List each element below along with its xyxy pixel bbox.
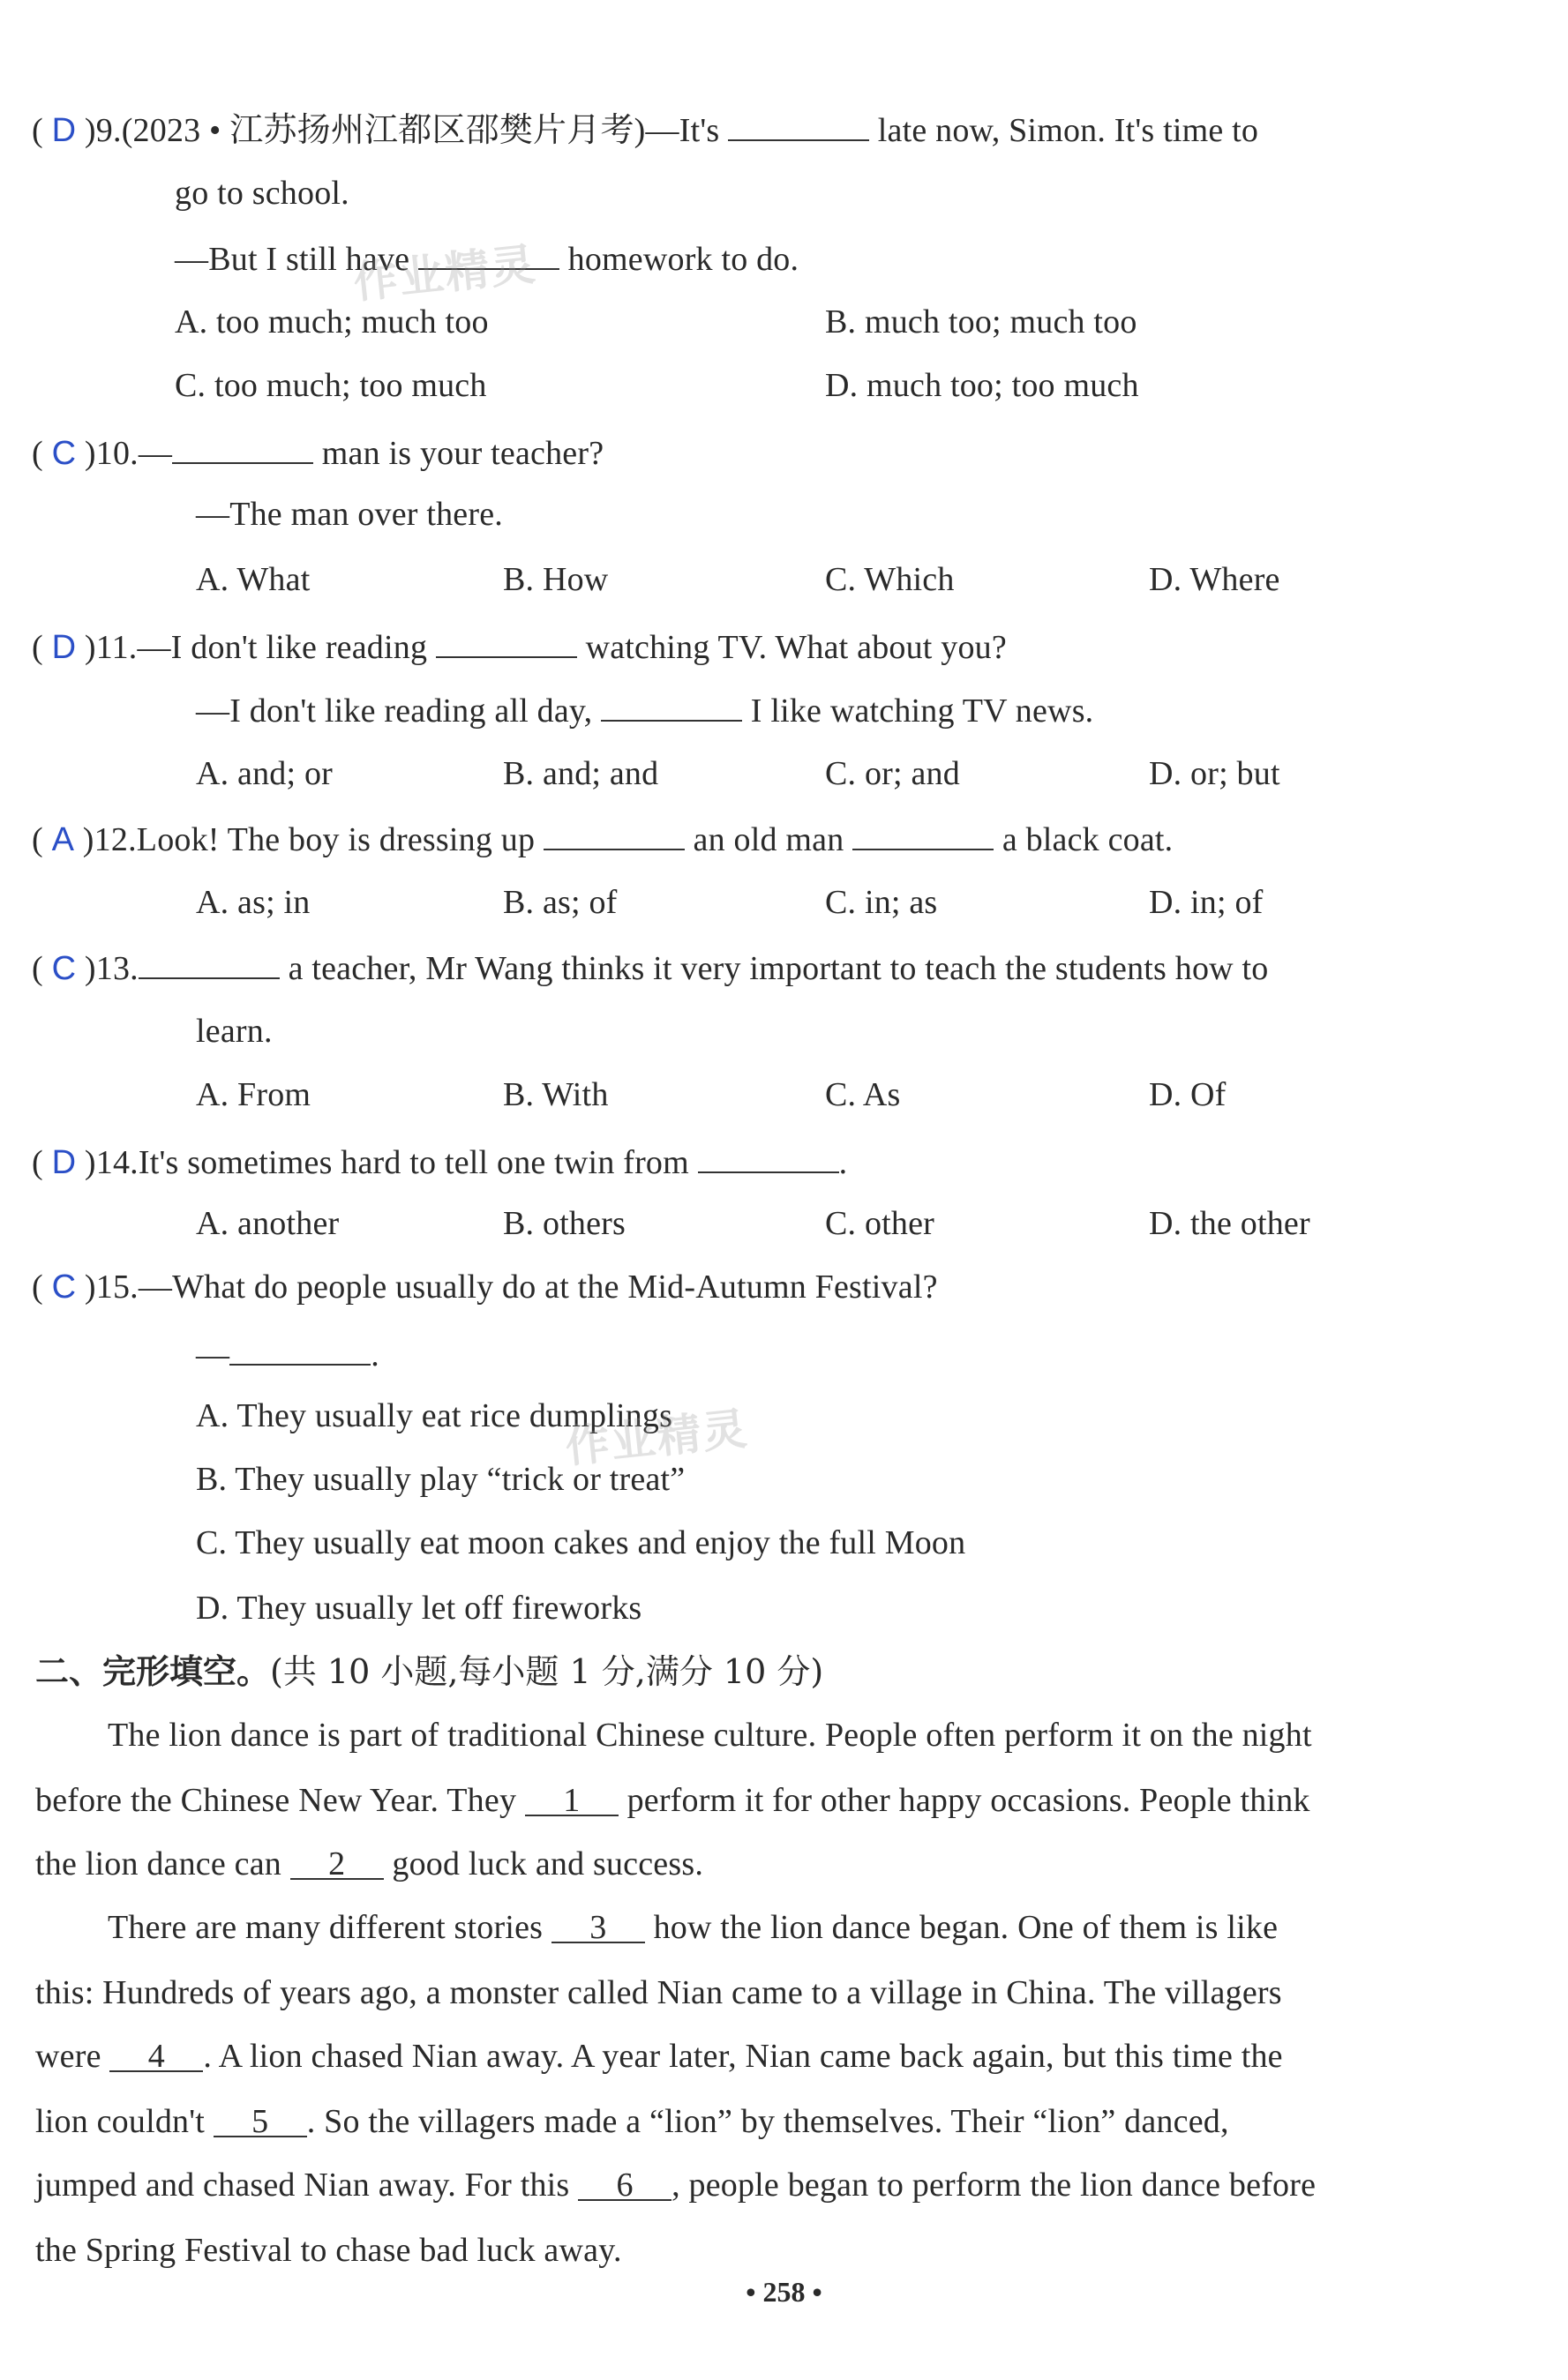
q15-reply-a: — — [196, 1336, 230, 1373]
cloze-blank-6[interactable]: 6 — [578, 2167, 671, 2201]
q11-answer: D — [51, 629, 77, 666]
passage-p2-line1b: how the lion dance began. One of them is like — [653, 1909, 1279, 1946]
q10-option-c: C. Which — [825, 561, 955, 598]
q13-answer: C — [51, 950, 77, 987]
q10-option-b: B. How — [503, 561, 609, 598]
q13-blank — [139, 946, 280, 979]
q14-number: 14. — [95, 1144, 139, 1181]
q15-reply-end: . — [371, 1336, 379, 1373]
watermark-logo-2: 作业精灵 — [562, 1403, 751, 1473]
passage-p1-line2a: before the Chinese New Year. They — [35, 1782, 517, 1819]
q9-option-b: B. much too; much too — [825, 303, 1137, 341]
q13-option-c: C. As — [825, 1076, 901, 1113]
q15-answer: C — [51, 1269, 77, 1306]
q10-answer: C — [51, 435, 77, 472]
passage-p1-line1: The lion dance is part of traditional Chinese culture. People often perform it on the night — [108, 1717, 1312, 1754]
q12-blank-1 — [544, 817, 685, 850]
q13-option-d: D. Of — [1149, 1076, 1227, 1113]
q9-blank-1 — [728, 108, 869, 141]
q13-stem-cont: learn. — [196, 1013, 273, 1050]
q15-stem-line: ( C )15.—What do people usually do at the Mid-Autumn Festival? — [32, 1269, 938, 1306]
q11-reply-b: I like watching TV news. — [750, 692, 1094, 730]
q9-option-a: A. too much; much too — [175, 303, 489, 341]
q12-option-c: C. in; as — [825, 884, 938, 921]
q10-number: 10. — [95, 435, 139, 472]
q9-stem-a: —It's — [645, 112, 720, 149]
passage-p1-line3a: the lion dance can — [35, 1845, 281, 1882]
passage-p1-line3b: good luck and success. — [392, 1845, 704, 1882]
q15-option-d: D. They usually let off fireworks — [196, 1590, 642, 1627]
q9-option-d: D. much too; too much — [825, 367, 1139, 404]
q11-option-a: A. and; or — [196, 755, 334, 792]
q13-number: 13. — [95, 950, 139, 987]
q12-blank-2 — [852, 817, 994, 850]
q14-stem-a: It's sometimes hard to tell one twin from — [138, 1144, 689, 1181]
q10-stem-b: man is your teacher? — [321, 435, 604, 472]
passage-p2-line3 — [35, 2036, 1283, 2077]
q10-option-d: D. Where — [1149, 561, 1280, 598]
q14-answer: D — [51, 1144, 77, 1181]
passage-p2-line4b: . So the villagers made a “lion” by themselves. Their “lion” danced, — [306, 2103, 1229, 2140]
passage-p2-line1a: There are many different stories — [108, 1909, 544, 1946]
q12-option-a: A. as; in — [196, 884, 311, 921]
q11-stem-b: watching TV. What about you? — [585, 629, 1007, 666]
q14-option-a: A. another — [196, 1205, 340, 1242]
passage-p2-line4a: lion couldn't — [35, 2103, 206, 2140]
passage-p2-line3b: . A lion chased Nian away. A year later, Nian came back again, but this time the — [203, 2038, 1283, 2075]
q15-reply-line — [196, 1332, 379, 1375]
cloze-blank-1[interactable]: 1 — [525, 1783, 619, 1816]
passage-p2-line5 — [35, 2165, 1316, 2205]
q11-blank-2 — [601, 688, 742, 722]
q14-blank — [698, 1140, 839, 1173]
q14-stem-end: . — [838, 1144, 848, 1181]
section-2-scoring: (共 10 小题,每小题 1 分,满分 10 分) — [270, 1652, 824, 1691]
q13-stem-line: ( C )13. a teacher, Mr Wang thinks it very important to teach the students how to — [32, 946, 1268, 989]
q11-number: 11. — [95, 629, 138, 666]
q11-stem-line: ( D )11.—I don't like reading watching TV. What about you? — [32, 625, 1007, 668]
q9-answer: D — [51, 112, 77, 149]
q9-stem-cont: go to school. — [175, 175, 349, 212]
q12-stem-a: Look! The boy is dressing up — [136, 821, 536, 858]
q15-option-c: C. They usually eat moon cakes and enjoy the full Moon — [196, 1524, 966, 1561]
q11-stem-a: —I don't like reading — [137, 629, 428, 666]
cloze-blank-2[interactable]: 2 — [290, 1846, 384, 1880]
passage-p2-line3a: were — [35, 2038, 101, 2075]
q10-option-a: A. What — [196, 561, 311, 598]
section-2-heading: 二、完形填空。 — [35, 1652, 271, 1691]
q11-reply-a: —I don't like reading all day, — [196, 692, 593, 730]
q12-stem-c: a black coat. — [1002, 821, 1174, 858]
watermark-logo: 作业精灵 — [350, 238, 539, 309]
passage-p2-line5b: , people began to perform the lion dance before — [671, 2167, 1317, 2204]
q10-reply: —The man over there. — [196, 496, 503, 533]
q9-reply-a: —But I still have — [175, 241, 410, 278]
q9-option-c: C. too much; too much — [175, 367, 487, 404]
q9-number: 9. — [95, 112, 122, 149]
q15-option-b: B. They usually play “trick or treat” — [196, 1461, 686, 1498]
q9-reply-b: homework to do. — [567, 241, 799, 278]
passage-p2-line1 — [108, 1907, 1278, 1948]
q14-option-b: B. others — [503, 1205, 626, 1242]
page-number: • 258 • — [746, 2276, 822, 2308]
q14-option-d: D. the other — [1149, 1205, 1310, 1242]
q10-stem-line: ( C )10.— man is your teacher? — [32, 430, 604, 474]
cloze-blank-5[interactable]: 5 — [214, 2104, 307, 2137]
q10-blank — [172, 430, 313, 464]
q13-stem-b: a teacher, Mr Wang thinks it very important to teach the students how to — [288, 950, 1269, 987]
q13-option-b: B. With — [503, 1076, 609, 1113]
q12-number: 12. — [94, 821, 137, 858]
q11-option-d: D. or; but — [1149, 755, 1280, 792]
q11-option-c: C. or; and — [825, 755, 960, 792]
passage-p2-line4 — [35, 2101, 1229, 2142]
cloze-blank-3[interactable]: 3 — [551, 1910, 645, 1943]
q12-stem-b: an old man — [693, 821, 844, 858]
q12-answer: A — [51, 821, 75, 858]
q15-number: 15. — [95, 1269, 139, 1306]
passage-p2-line2: this: Hundreds of years ago, a monster called Nian came to a village in China. The villagers — [35, 1974, 1282, 2011]
q15-stem: —What do people usually do at the Mid-Autumn Festival? — [138, 1269, 938, 1306]
q15-blank — [229, 1332, 371, 1366]
passage-p1-line3 — [35, 1844, 703, 1884]
q14-option-c: C. other — [825, 1205, 935, 1242]
passage-p1-line2 — [35, 1780, 1310, 1821]
q9-stem-line: ( D )9.(2023 • 江苏扬州江都区邵樊片月考)—It's late now, Simon. It's time to — [32, 108, 1258, 151]
cloze-blank-4[interactable]: 4 — [109, 2039, 203, 2072]
q12-option-b: B. as; of — [503, 884, 618, 921]
q13-option-a: A. From — [196, 1076, 311, 1113]
q12-option-d: D. in; of — [1149, 884, 1264, 921]
q10-stem-a: — — [138, 435, 173, 472]
q14-stem-line: ( D )14.It's sometimes hard to tell one twin from . — [32, 1140, 847, 1183]
q11-reply-line — [196, 688, 1093, 731]
q12-stem-line: ( A )12.Look! The boy is dressing up an old man a black coat. — [32, 817, 1173, 860]
q15-option-a: A. They usually eat rice dumplings — [196, 1397, 673, 1434]
section-2-title — [35, 1651, 823, 1692]
passage-p2-line6: the Spring Festival to chase bad luck away. — [35, 2232, 622, 2269]
q11-option-b: B. and; and — [503, 755, 659, 792]
passage-p1-line2b: perform it for other happy occasions. People think — [626, 1782, 1310, 1819]
q9-stem-b: late now, Simon. It's time to — [877, 112, 1259, 149]
q11-blank-1 — [436, 625, 577, 658]
q9-source: (2023 • 江苏扬州江都区邵樊片月考) — [121, 112, 646, 149]
passage-p2-line5a: jumped and chased Nian away. For this — [35, 2167, 570, 2204]
